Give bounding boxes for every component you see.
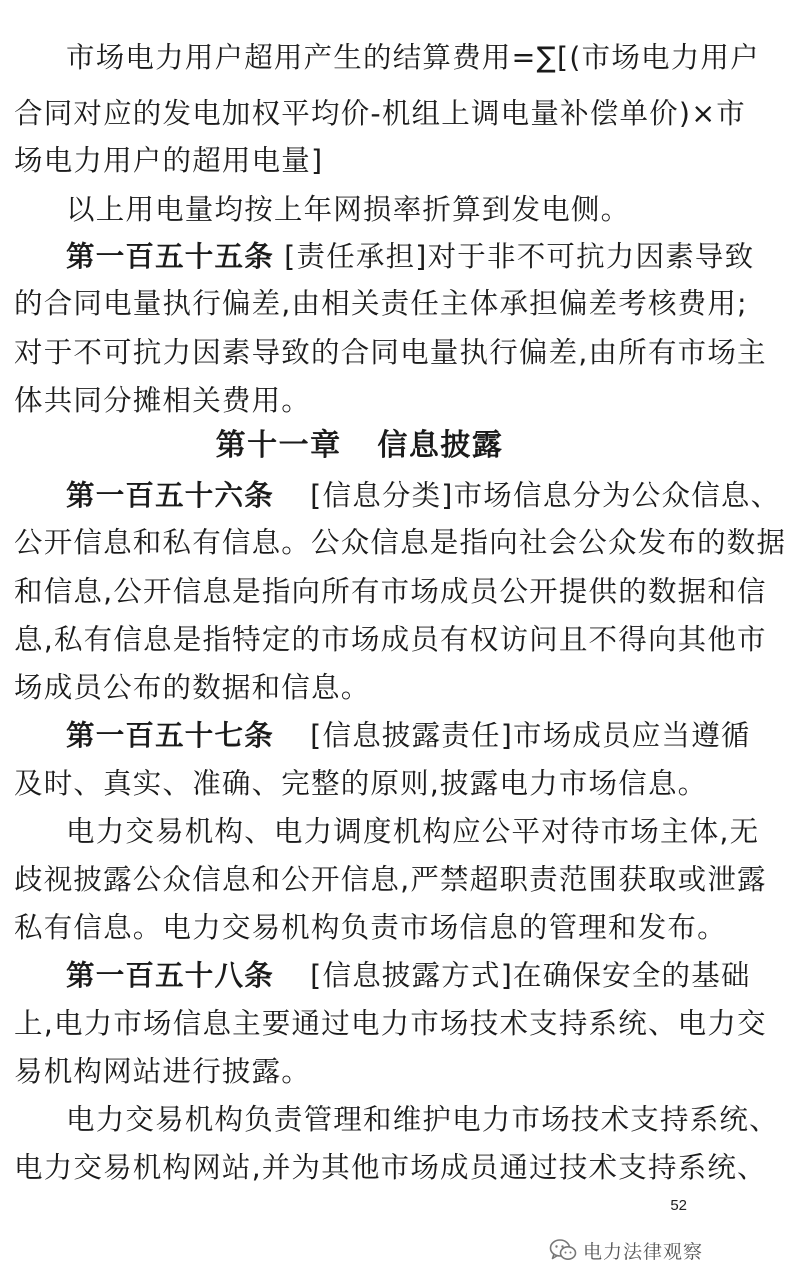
article-155-line: 的合同电量执行偏差,由相关责任主体承担偏差考核费用; xyxy=(14,287,748,320)
page-number: 52 xyxy=(670,1197,687,1214)
conversion-note: 以上用电量均按上年网损率折算到发电侧。 xyxy=(66,193,631,226)
watermark xyxy=(549,1236,703,1264)
formula-line: 合同对应的发电加权平均价-机组上调电量补偿单价)×市 xyxy=(14,97,746,130)
article-158-text: [信息披露方式]在确保安全的基础 xyxy=(310,959,751,992)
watermark-text: 电力法律观察 xyxy=(582,1240,703,1263)
wechat-icon xyxy=(549,1238,577,1262)
article-156-line: 息,私有信息是指特定的市场成员有权访问且不得向其他市 xyxy=(14,623,767,656)
chapter-heading: 第十一章 信息披露 xyxy=(215,428,504,463)
article-157-paragraph-line: 私有信息。电力交易机构负责市场信息的管理和发布。 xyxy=(14,911,727,944)
article-157-first-line xyxy=(66,716,751,756)
article-156-line: 和信息,公开信息是指向所有市场成员公开提供的数据和信 xyxy=(14,575,767,608)
article-158-line: 易机构网站进行披露。 xyxy=(14,1055,312,1088)
article-155-text: [责任承担]对于非不可抗力因素导致 xyxy=(284,240,755,273)
article-155-line: 体共同分摊相关费用。 xyxy=(14,384,312,417)
article-157-text: [信息披露责任]市场成员应当遵循 xyxy=(310,719,751,752)
article-156-line: 场成员公布的数据和信息。 xyxy=(14,671,371,704)
article-157-line: 及时、真实、准确、完整的原则,披露电力市场信息。 xyxy=(14,767,708,800)
article-157-title: 第一百五十七条 xyxy=(66,719,274,752)
article-158-line: 上,电力市场信息主要通过电力市场技术支持系统、电力交 xyxy=(14,1007,767,1040)
article-156-first-line xyxy=(66,476,781,516)
article-155-title: 第一百五十五条 xyxy=(66,240,274,273)
article-157-paragraph-line: 电力交易机构、电力调度机构应公平对待市场主体,无 xyxy=(66,815,760,848)
article-155-first-line xyxy=(66,237,755,277)
article-155-line: 对于不可抗力因素导致的合同电量执行偏差,由所有市场主 xyxy=(14,336,767,369)
article-158-title: 第一百五十八条 xyxy=(66,959,274,992)
article-156-title: 第一百五十六条 xyxy=(66,479,274,512)
article-156-text: [信息分类]市场信息分为公众信息、 xyxy=(310,479,781,512)
article-158-first-line xyxy=(66,956,751,996)
article-157-paragraph-line: 歧视披露公众信息和公开信息,严禁超职责范围获取或泄露 xyxy=(14,863,767,896)
article-156-line: 公开信息和私有信息。公众信息是指向社会公众发布的数据 xyxy=(14,526,786,559)
article-158-paragraph-line: 电力交易机构网站,并为其他市场成员通过技术支持系统、 xyxy=(14,1151,767,1184)
formula-line: 市场电力用户超用产生的结算费用=∑[(市场电力用户 xyxy=(66,41,760,74)
article-158-paragraph-line: 电力交易机构负责管理和维护电力市场技术支持系统、 xyxy=(66,1103,779,1136)
formula-line: 场电力用户的超用电量] xyxy=(14,144,324,177)
